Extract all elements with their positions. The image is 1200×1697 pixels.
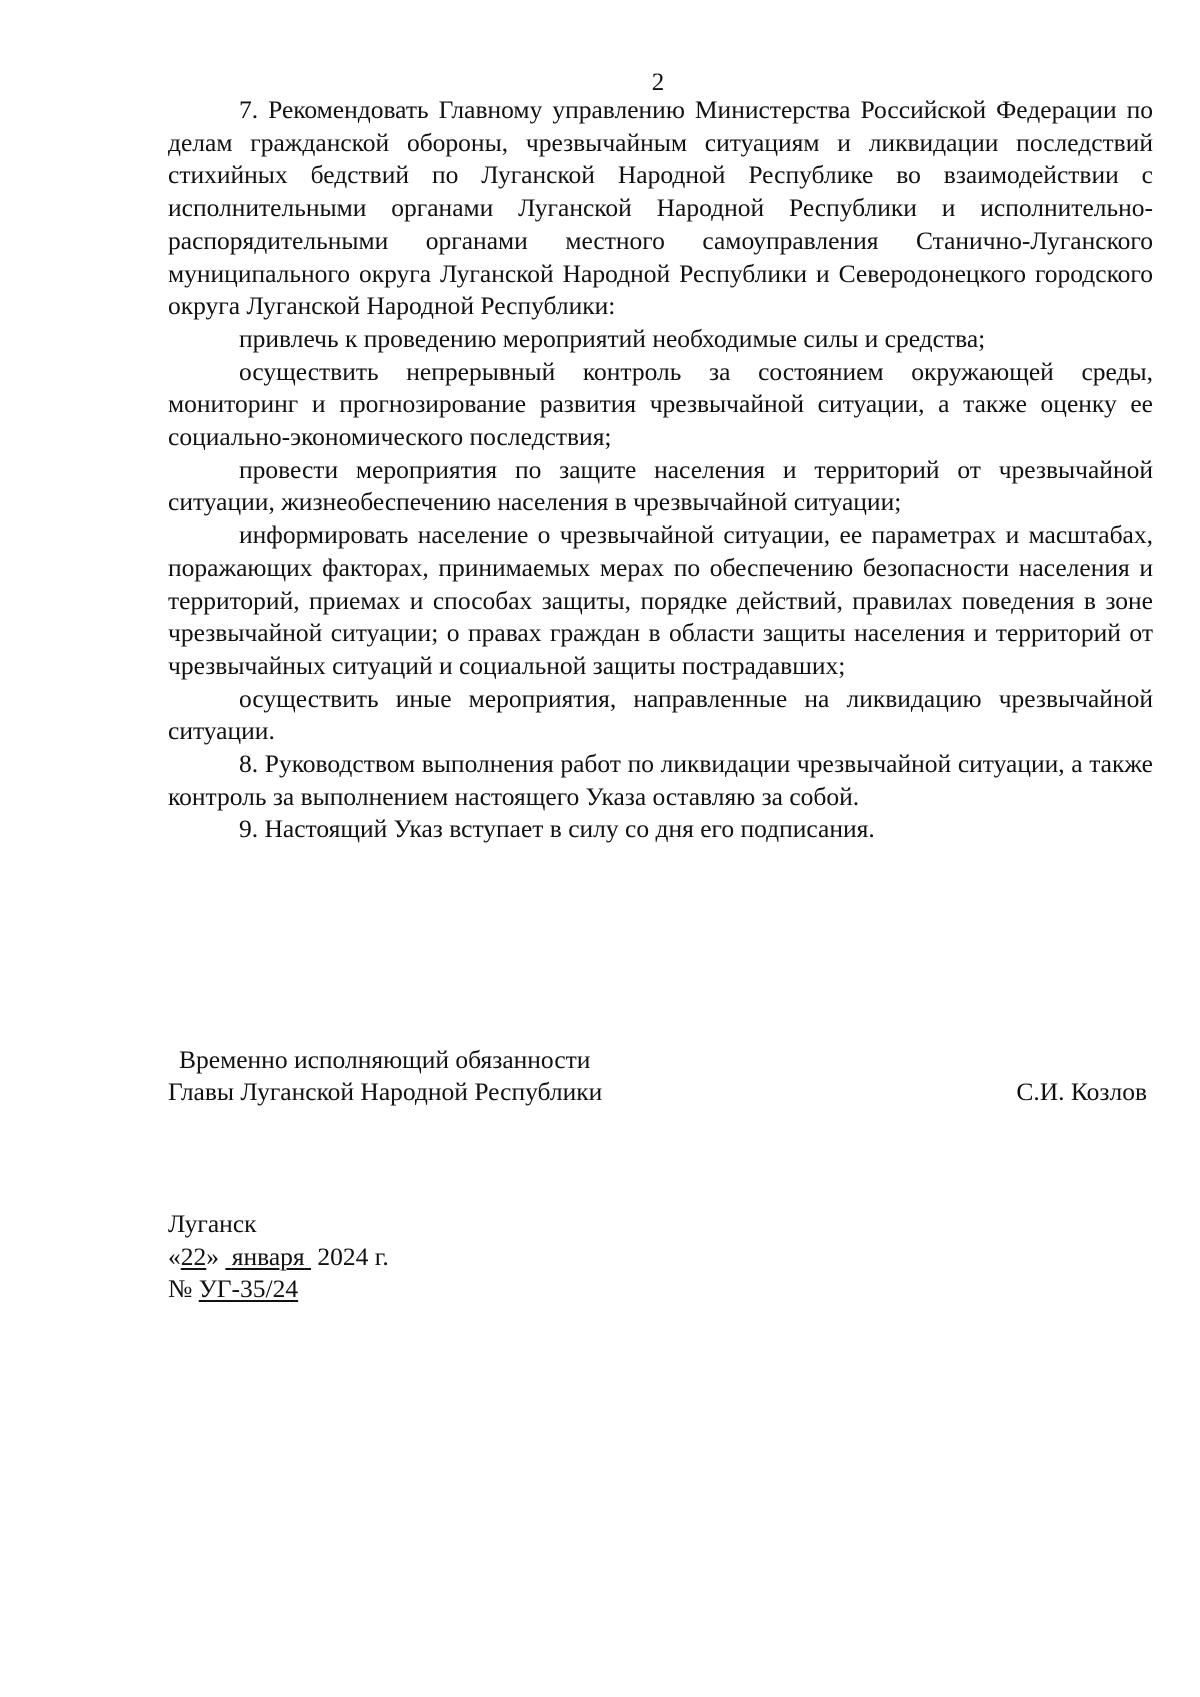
signatory-position-line2: Главы Луганской Народной Республики [168,1077,603,1106]
signatory-position-line1: Временно исполняющий обязанности [179,1045,591,1074]
signatory-name: С.И. Козлов [1016,1077,1147,1106]
date-day: 22 [180,1241,207,1271]
decree-date [168,1241,389,1274]
document-body [168,94,1153,846]
decree-number-value: УГ-35/24 [198,1274,299,1303]
number-sign: № [168,1274,193,1303]
paragraph-subitem-forces: привлечь к проведению мероприятий необходимые силы и средства; [239,323,986,353]
paragraph-item-7: 7. Рекомендовать Главному управлению Министерства Российской Федерации по делам гражданской обороны, чрезвычайным ситуациям и ликвидации последствий стихийных бедствий по Луганской Народной Республике во взаимодействии с исполнительными органами Луганской Народной Республики и исполнительно-распорядительными органами местного самоуправления Станично-Луганского муниципального округа Луганской Народной Республики и Северодонецкого городского округа Луганской Народной Республики: [168,95,1153,321]
signature-block [168,1044,1153,1108]
place-date-number-block [168,1208,389,1306]
paragraph-subitem-protection: провести мероприятия по защите населения и территорий от чрезвычайной ситуации, жизнеобеспечению населения в чрезвычайной ситуации; [168,454,1153,517]
date-month: января [231,1241,305,1271]
paragraph-subitem-inform: информировать население о чрезвычайной ситуации, ее параметрах и масштабах, поражающих факторах, принимаемых мерах по обеспечению безопасности населения и территорий, приемах и способах защиты, порядке действий, правилах поведения в зоне чрезвычайной ситуации; о правах граждан в области защиты населения и территорий от чрезвычайных ситуаций и социальной защиты пострадавших; [168,520,1153,680]
decree-number [168,1273,389,1306]
paragraph-item-8: 8. Руководством выполнения работ по ликвидации чрезвычайной ситуации, а также контроль за выполнением настоящего Указа оставляю за собой. [168,749,1153,811]
date-month-underlined [225,1242,311,1271]
signature-row [168,1076,1153,1108]
city-name: Луганск [168,1209,257,1238]
date-open-quote: « [168,1241,181,1271]
date-year: 2024 г. [317,1241,389,1271]
paragraph-subitem-monitoring: осуществить непрерывный контроль за состоянием окружающей среды, мониторинг и прогнозирование развития чрезвычайной ситуации, а также оценку ее социально-экономического последствия; [168,356,1153,452]
page-number: 2 [651,69,665,96]
paragraph-subitem-other: осуществить иные мероприятия, направленные на ликвидацию чрезвычайной ситуации. [168,683,1153,746]
paragraph-item-9: 9. Настоящий Указ вступает в силу со дня его подписания. [239,814,875,844]
date-close-quote: » [206,1241,219,1271]
